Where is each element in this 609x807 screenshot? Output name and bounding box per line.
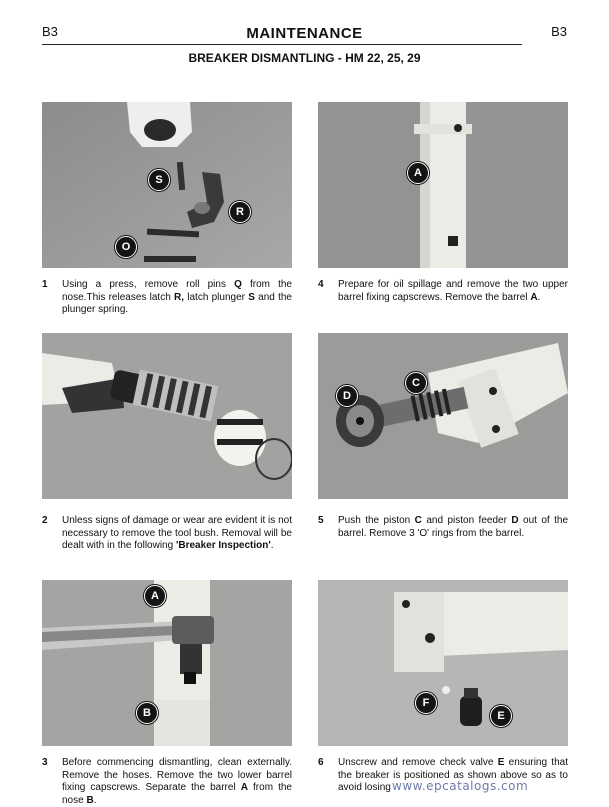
callout-s: S [148,169,170,191]
callout-c: C [405,372,427,394]
step-text: Using a press, remove roll pins Q from the nose.This releases latch R, latch plunger S and the plunger spring. [62,279,292,315]
photo-step-3 [42,580,292,746]
step-1-caption [42,279,292,317]
step-number: 1 [42,279,48,290]
step-5-caption [318,515,568,540]
step-4-caption [318,279,568,304]
photo-step-4 [318,102,568,268]
step-number: 4 [318,279,324,290]
step-text: Before commencing dismantling, clean externally. Remove the hoses. Remove the two lower barrel fixing capscrews. Separate the barrel A from the nose B. [62,757,292,806]
step-text: Unscrew and remove check valve E ensuring that the breaker is positioned as shown above so as to avoid losing [338,757,568,793]
step-number: 3 [42,757,48,768]
callout-d: D [336,385,358,407]
callout-f: F [415,692,437,714]
callout-e: E [490,705,512,727]
callout-a: A [407,162,429,184]
page-code-left: B3 [42,24,58,39]
callout-a: A [144,585,166,607]
page-subtitle: BREAKER DISMANTLING - HM 22, 25, 29 [188,51,421,65]
step-text: Prepare for oil spillage and remove the two upper barrel fixing capscrews. Remove the barrel A. [338,279,568,303]
header-rule [42,44,522,45]
photo-step-2 [42,333,292,499]
step-3-caption [42,757,292,807]
step-number: 5 [318,515,324,526]
step-number: 6 [318,757,324,768]
page-title: MAINTENANCE [246,25,363,42]
page-code-right: B3 [551,24,567,39]
photo-step-6 [318,580,568,746]
watermark-text: www.epcatalogs.com [392,779,529,793]
step-text: Unless signs of damage or wear are evident it is not necessary to remove the tool bush. Removal will be dealt with in the following 'Breaker Inspection'. [62,515,292,551]
step-2-caption [42,515,292,553]
step-number: 2 [42,515,48,526]
photo-step-5 [318,333,568,499]
callout-r: R [229,201,251,223]
callout-o: O [115,236,137,258]
step-text: Push the piston C and piston feeder D out of the barrel. Remove 3 'O' rings from the barrel. [338,515,569,539]
callout-b: B [136,702,158,724]
